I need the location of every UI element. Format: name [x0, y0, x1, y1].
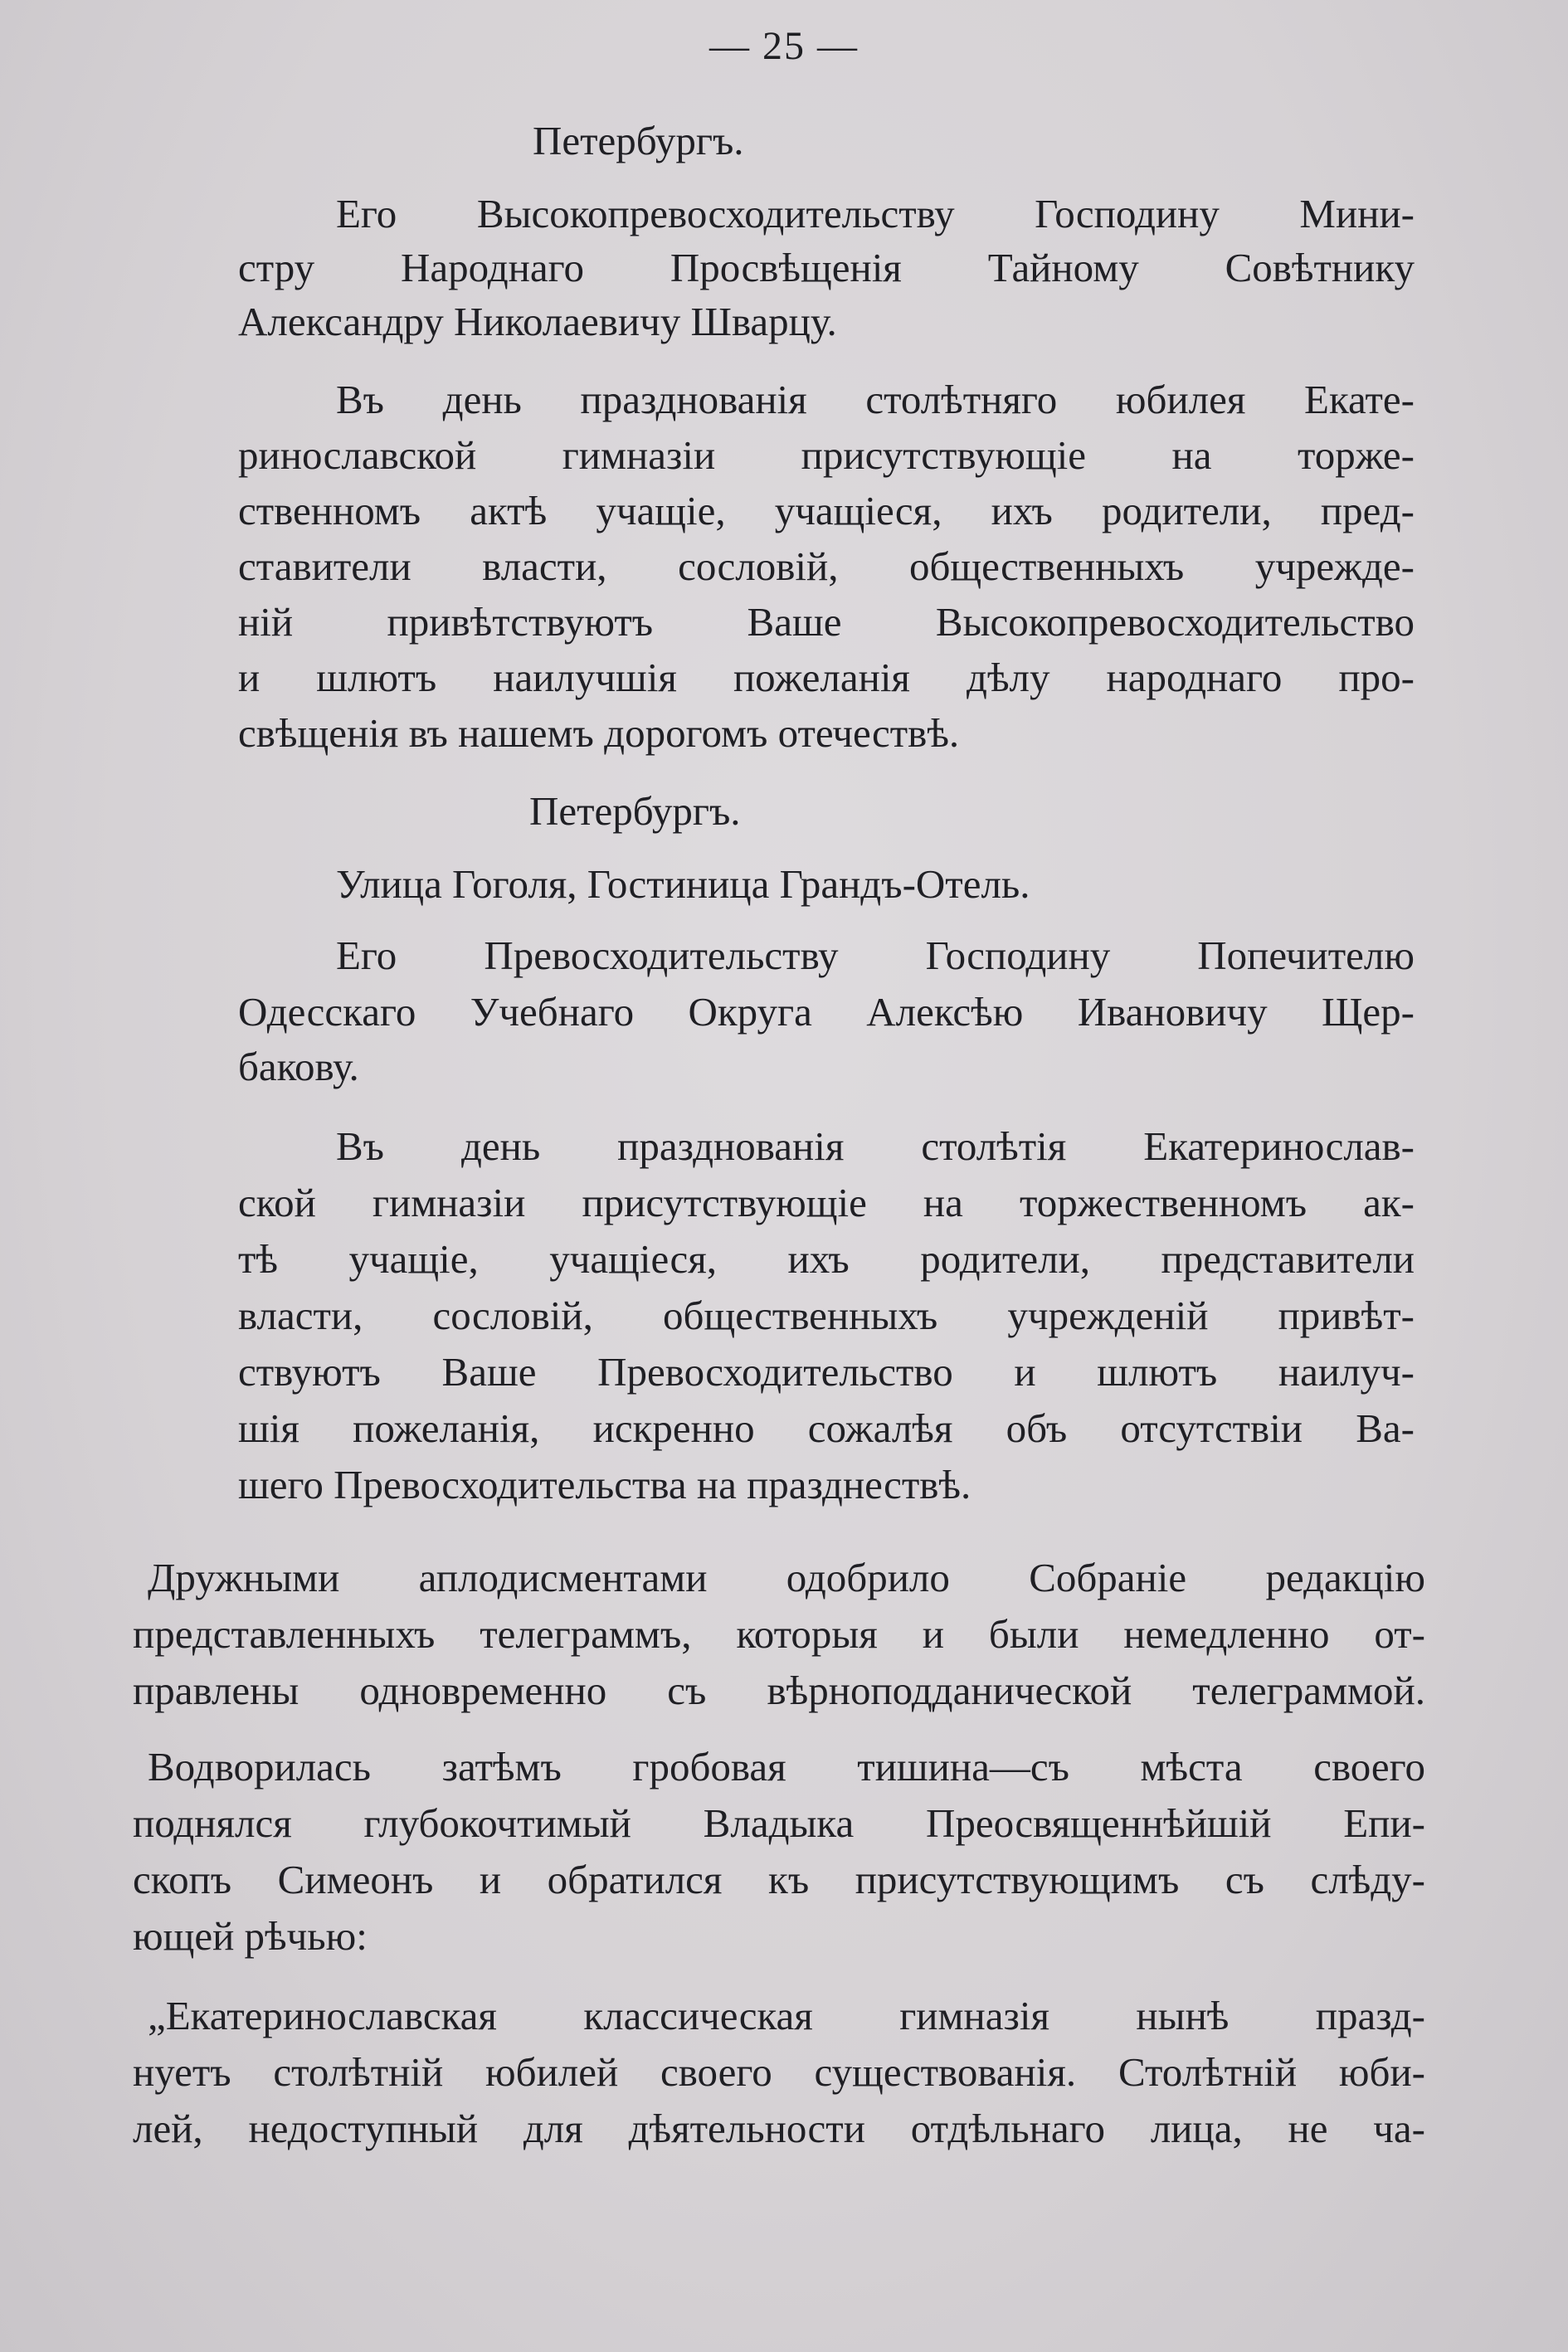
narrative-line: представленныхъ телеграммъ, которыя и были немедленно от- [133, 1611, 1425, 1657]
narrative-line: правлены одновременно съ вѣрноподданической телеграммой. [133, 1668, 1425, 1713]
telegram-1-body-line: ринославской гимназіи присутствующіе на торже- [238, 432, 1415, 478]
telegram-2-body-line: тѣ учащіе, учащіеся, ихъ родители, представители [238, 1236, 1415, 1282]
telegram-1-body-line: ставители власти, сословій, общественныхъ учрежде- [238, 543, 1415, 589]
telegram-1-body-line: Въ день празднованія столѣтняго юбилея Екате- [336, 377, 1415, 422]
telegram-1-address-line: Его Высокопревосходительству Господину Мини- [336, 191, 1415, 236]
telegram-2-body-line: власти, сословій, общественныхъ учрежденій привѣт- [238, 1293, 1415, 1338]
telegram-2-address-line: Его Превосходительству Господину Попечителю [336, 933, 1415, 978]
telegram-2-body-line: шего Превосходительства на празднествѣ. [238, 1462, 971, 1507]
telegram-1-body-line: свѣщенія въ нашемъ дорогомъ отечествѣ. [238, 710, 960, 756]
narrative-line: поднялся глубокочтимый Владыка Преосвященнѣйшій Епи- [133, 1800, 1425, 1846]
page-number: — 25 — [709, 24, 859, 68]
telegram-1-city: Петербургъ. [533, 118, 744, 163]
telegram-2-address-line: Одесскаго Учебнаго Округа Алексѣю Ивановичу Щер- [238, 989, 1415, 1035]
telegram-2-street: Улица Гоголя, Гостиница Грандъ-Отель. [336, 861, 1030, 907]
telegram-1-address-line: стру Народнаго Просвѣщенія Тайному Совѣтнику [238, 245, 1415, 290]
telegram-2-address-line: бакову. [238, 1044, 359, 1089]
narrative-line: „Екатеринославская классическая гимназія нынѣ празд- [148, 1993, 1425, 2038]
narrative-line: скопъ Симеонъ и обратился къ присутствующимъ съ слѣду- [133, 1857, 1425, 1902]
telegram-2-city: Петербургъ. [529, 788, 741, 834]
narrative-line: Водворилась затѣмъ гробовая тишина—съ мѣста своего [148, 1744, 1425, 1790]
narrative-line: нуетъ столѣтній юбилей своего существованія. Столѣтній юби- [133, 2049, 1425, 2095]
telegram-2-body-line: шія пожеланія, искренно сожалѣя объ отсутствіи Ва- [238, 1405, 1415, 1451]
telegram-1-body-line: и шлютъ наилучшія пожеланія дѣлу народнаго про- [238, 655, 1415, 700]
narrative-line: лей, недоступный для дѣятельности отдѣльнаго лица, не ча- [133, 2106, 1425, 2151]
telegram-1-address-line: Александру Николаевичу Шварцу. [238, 299, 837, 344]
telegram-2-body-line: Въ день празднованія столѣтія Екатеринослав- [336, 1123, 1415, 1169]
telegram-1-body-line: ственномъ актѣ учащіе, учащіеся, ихъ родители, пред- [238, 488, 1415, 533]
telegram-1-body-line: ній привѣтствуютъ Ваше Высокопревосходительство [238, 599, 1415, 645]
narrative-line: Дружными аплодисментами одобрило Собраніе редакцію [148, 1555, 1425, 1600]
narrative-line: ющей рѣчью: [133, 1913, 368, 1959]
telegram-2-body-line: ской гимназіи присутствующіе на торжественномъ ак- [238, 1180, 1415, 1225]
telegram-2-body-line: ствуютъ Ваше Превосходительство и шлютъ наилуч- [238, 1349, 1415, 1395]
